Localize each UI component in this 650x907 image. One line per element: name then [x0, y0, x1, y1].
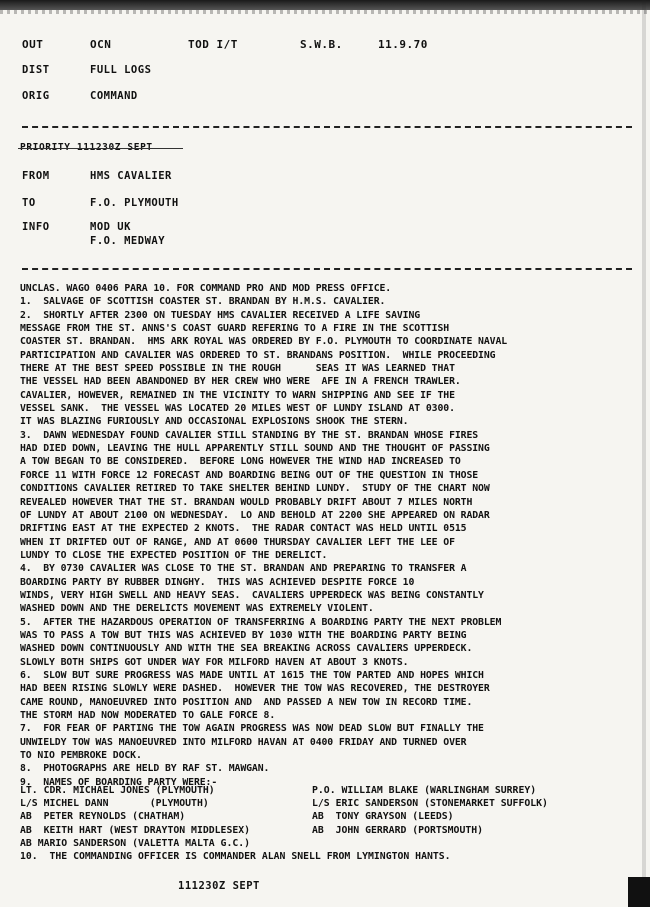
body-line: 8. PHOTOGRAPHS ARE HELD BY RAF ST. MAWGAN.	[20, 763, 270, 775]
priority-strikethrough	[18, 148, 183, 149]
message-date: 11.9.70	[378, 38, 428, 51]
scan-top-edge	[0, 0, 650, 10]
body-line: 2. SHORTLY AFTER 2300 ON TUESDAY HMS CAVALIER RECEIVED A LIFE SAVING	[20, 309, 421, 321]
body-line: OF LUNDY AT ABOUT 2100 ON WEDNESDAY. LO AND BEHOLD AT 2200 SHE APPEARED ON RADAR	[20, 509, 490, 521]
boarding-party-member: LT. CDR. MICHAEL JONES (PLYMOUTH)	[20, 785, 215, 796]
body-line: WASHED DOWN CONTINUOUSLY AND WITH THE SEA BREAKING ACROSS CAVALIERS UPPERDECK.	[20, 643, 473, 655]
body-line: VESSEL SANK. THE VESSEL WAS LOCATED 20 MILES WEST OF LUNDY ISLAND AT 0300.	[20, 403, 455, 415]
from-label: FROM	[22, 170, 50, 182]
boarding-party-member: AB TONY GRAYSON (LEEDS)	[312, 811, 454, 823]
priority-line: PRIORITY 111230Z SEPT	[20, 142, 153, 153]
info-value-1: MOD UK	[90, 221, 131, 233]
body-line: FORCE 11 WITH FORCE 12 FORECAST AND BOARDING BEING OUT OF THE QUESTION IN THOSE	[20, 469, 479, 481]
body-line: CAME ROUND, MANOEUVRED INTO POSITION AND AND PASSED A NEW TOW IN RECORD TIME.	[20, 696, 473, 708]
body-line: A TOW BEGAN TO BE CONSIDERED. BEFORE LONG HOWEVER THE WIND HAD INCREASED TO	[20, 456, 461, 468]
tod-field: TOD I/T	[188, 38, 238, 51]
body-line: REVEALED HOWEVER THAT THE ST. BRANDAN WOULD PROBABLY DRIFT ABOUT 7 MILES NORTH	[20, 496, 473, 508]
body-line: COASTER ST. BRANDAN. HMS ARK ROYAL WAS ORDERED BY F.O. PLYMOUTH TO COORDINATE NAVAL	[20, 336, 508, 348]
body-line: SLOWLY BOTH SHIPS GOT UNDER WAY FOR MILFORD HAVEN AT ABOUT 3 KNOTS.	[20, 656, 409, 668]
body-line: DRIFTING EAST AT THE EXPECTED 2 KNOTS. THE RADAR CONTACT WAS HELD UNTIL 0515	[20, 523, 467, 535]
body-line: 6. SLOW BUT SURE PROGRESS WAS MADE UNTIL AT 1615 THE TOW PARTED AND HOPES WHICH	[20, 669, 484, 681]
body-line: 7. FOR FEAR OF PARTING THE TOW AGAIN PROGRESS WAS NOW DEAD SLOW BUT FINALLY THE	[20, 723, 484, 735]
boarding-party-member: AB KEITH HART (WEST DRAYTON MIDDLESEX)	[20, 824, 251, 836]
dist-value: FULL LOGS	[90, 64, 152, 76]
message-body	[20, 282, 640, 789]
body-line: PARTICIPATION AND CAVALIER WAS ORDERED TO ST. BRANDANS POSITION. WHILE PROCEEDING	[20, 349, 496, 361]
body-line: HAD DIED DOWN, LEAVING THE HULL APPARENTLY STILL SOUND AND THE THOUGHT OF PASSING	[20, 443, 490, 455]
boarding-party-member: AB MARIO SANDERSON (VALETTA MALTA G.C.)	[20, 837, 251, 849]
body-line: THE STORM HAD NOW MODERATED TO GALE FORCE 8.	[20, 710, 276, 721]
body-line: WASHED DOWN AND THE DERELICTS MOVEMENT WAS EXTREMELY VIOLENT.	[20, 603, 374, 615]
body-line: MESSAGE FROM THE ST. ANNS'S COAST GUARD REFERING TO A FIRE IN THE SCOTTISH	[20, 323, 450, 335]
body-line: 3. DAWN WEDNESDAY FOUND CAVALIER STILL STANDING BY THE ST. BRANDAN WHOSE FIRES	[20, 429, 479, 441]
to-label: TO	[22, 197, 36, 209]
scan-right-edge	[642, 0, 646, 907]
body-line: 1. SALVAGE OF SCOTTISH COASTER ST. BRANDAN BY H.M.S. CAVALIER.	[20, 296, 386, 308]
boarding-party-member: AB PETER REYNOLDS (CHATHAM)	[20, 811, 186, 823]
orig-value: COMMAND	[90, 90, 138, 102]
out-label: OUT	[22, 38, 44, 51]
footer-dtg: 111230Z SEPT	[178, 880, 260, 892]
body-line: 5. AFTER THE HAZARDOUS OPERATION OF TRANSFERRING A BOARDING PARTY THE NEXT PROBLEM	[20, 616, 502, 628]
scan-corner-mark	[628, 877, 650, 907]
body-line: HAD BEEN RISING SLOWLY WERE DASHED. HOWEVER THE TOW WAS RECOVERED, THE DESTROYER	[20, 683, 490, 695]
divider-top	[22, 126, 632, 128]
boarding-party-member: AB JOHN GERRARD (PORTSMOUTH)	[312, 824, 484, 836]
info-value-2: F.O. MEDWAY	[90, 235, 166, 247]
body-line: LUNDY TO CLOSE THE EXPECTED POSITION OF THE DERELICT.	[20, 549, 328, 561]
boarding-party-member: L/S ERIC SANDERSON (STONEMARKET SUFFOLK)	[312, 798, 548, 810]
divider-body	[22, 268, 632, 270]
body-line: UNCLAS. WAGO 0406 PARA 10. FOR COMMAND PRO AND MOD PRESS OFFICE.	[20, 283, 392, 294]
dist-label: DIST	[22, 64, 50, 76]
body-line: CONDITIONS CAVALIER RETIRED TO TAKE SHELTER BEHIND LUNDY. STUDY OF THE CHART NOW	[20, 483, 490, 495]
boarding-party-right-column	[312, 784, 548, 837]
closing-line: 10. THE COMMANDING OFFICER IS COMMANDER ALAN SNELL FROM LYMINGTON HANTS.	[20, 851, 451, 862]
body-line: CAVALIER, HOWEVER, REMAINED IN THE VICINITY TO WARN SHIPPING AND SEE IF THE	[20, 389, 455, 401]
from-value: HMS CAVALIER	[90, 170, 172, 182]
boarding-party-member: L/S MICHEL DANN (PLYMOUTH)	[20, 798, 209, 810]
body-line: UNWIELDY TOW WAS MANOEUVRED INTO MILFORD HAVAN AT 0400 FRIDAY AND TURNED OVER	[20, 736, 467, 748]
body-line: THERE AT THE BEST SPEED POSSIBLE IN THE ROUGH SEAS IT WAS LEARNED THAT	[20, 363, 455, 375]
body-line: TO NIO PEMBROKE DOCK.	[20, 750, 142, 762]
body-line: 4. BY 0730 CAVALIER WAS CLOSE TO THE ST. BRANDAN AND PREPARING TO TRANSFER A	[20, 563, 467, 575]
body-line: BOARDING PARTY BY RUBBER DINGHY. THIS WAS ACHIEVED DESPITE FORCE 10	[20, 576, 415, 588]
swb-field: S.W.B.	[300, 38, 343, 51]
orig-label: ORIG	[22, 90, 50, 102]
cipher-code: OCN	[90, 38, 112, 51]
to-value: F.O. PLYMOUTH	[90, 197, 179, 209]
boarding-party-member: P.O. WILLIAM BLAKE (WARLINGHAM SURREY)	[312, 785, 537, 796]
body-line: WHEN IT DRIFTED OUT OF RANGE, AND AT 0600 THURSDAY CAVALIER LEFT THE LEE OF	[20, 536, 455, 548]
body-line: IT WAS BLAZING FURIOUSLY AND OCCASIONAL EXPLOSIONS SHOOK THE STERN.	[20, 416, 409, 428]
info-label: INFO	[22, 221, 50, 233]
body-line: WAS TO PASS A TOW BUT THIS WAS ACHIEVED BY 1030 WITH THE BOARDING PARTY BEING	[20, 629, 467, 641]
body-line: THE VESSEL HAD BEEN ABANDONED BY HER CREW WHO WERE AFE IN A FRENCH TRAWLER.	[20, 376, 461, 388]
body-line: 9. NAMES OF BOARDING PARTY WERE:-	[20, 776, 218, 788]
boarding-party-left-column	[20, 784, 250, 850]
body-line: WINDS, VERY HIGH SWELL AND HEAVY SEAS. CAVALIERS UPPERDECK WAS BEING CONSTANTLY	[20, 589, 484, 601]
